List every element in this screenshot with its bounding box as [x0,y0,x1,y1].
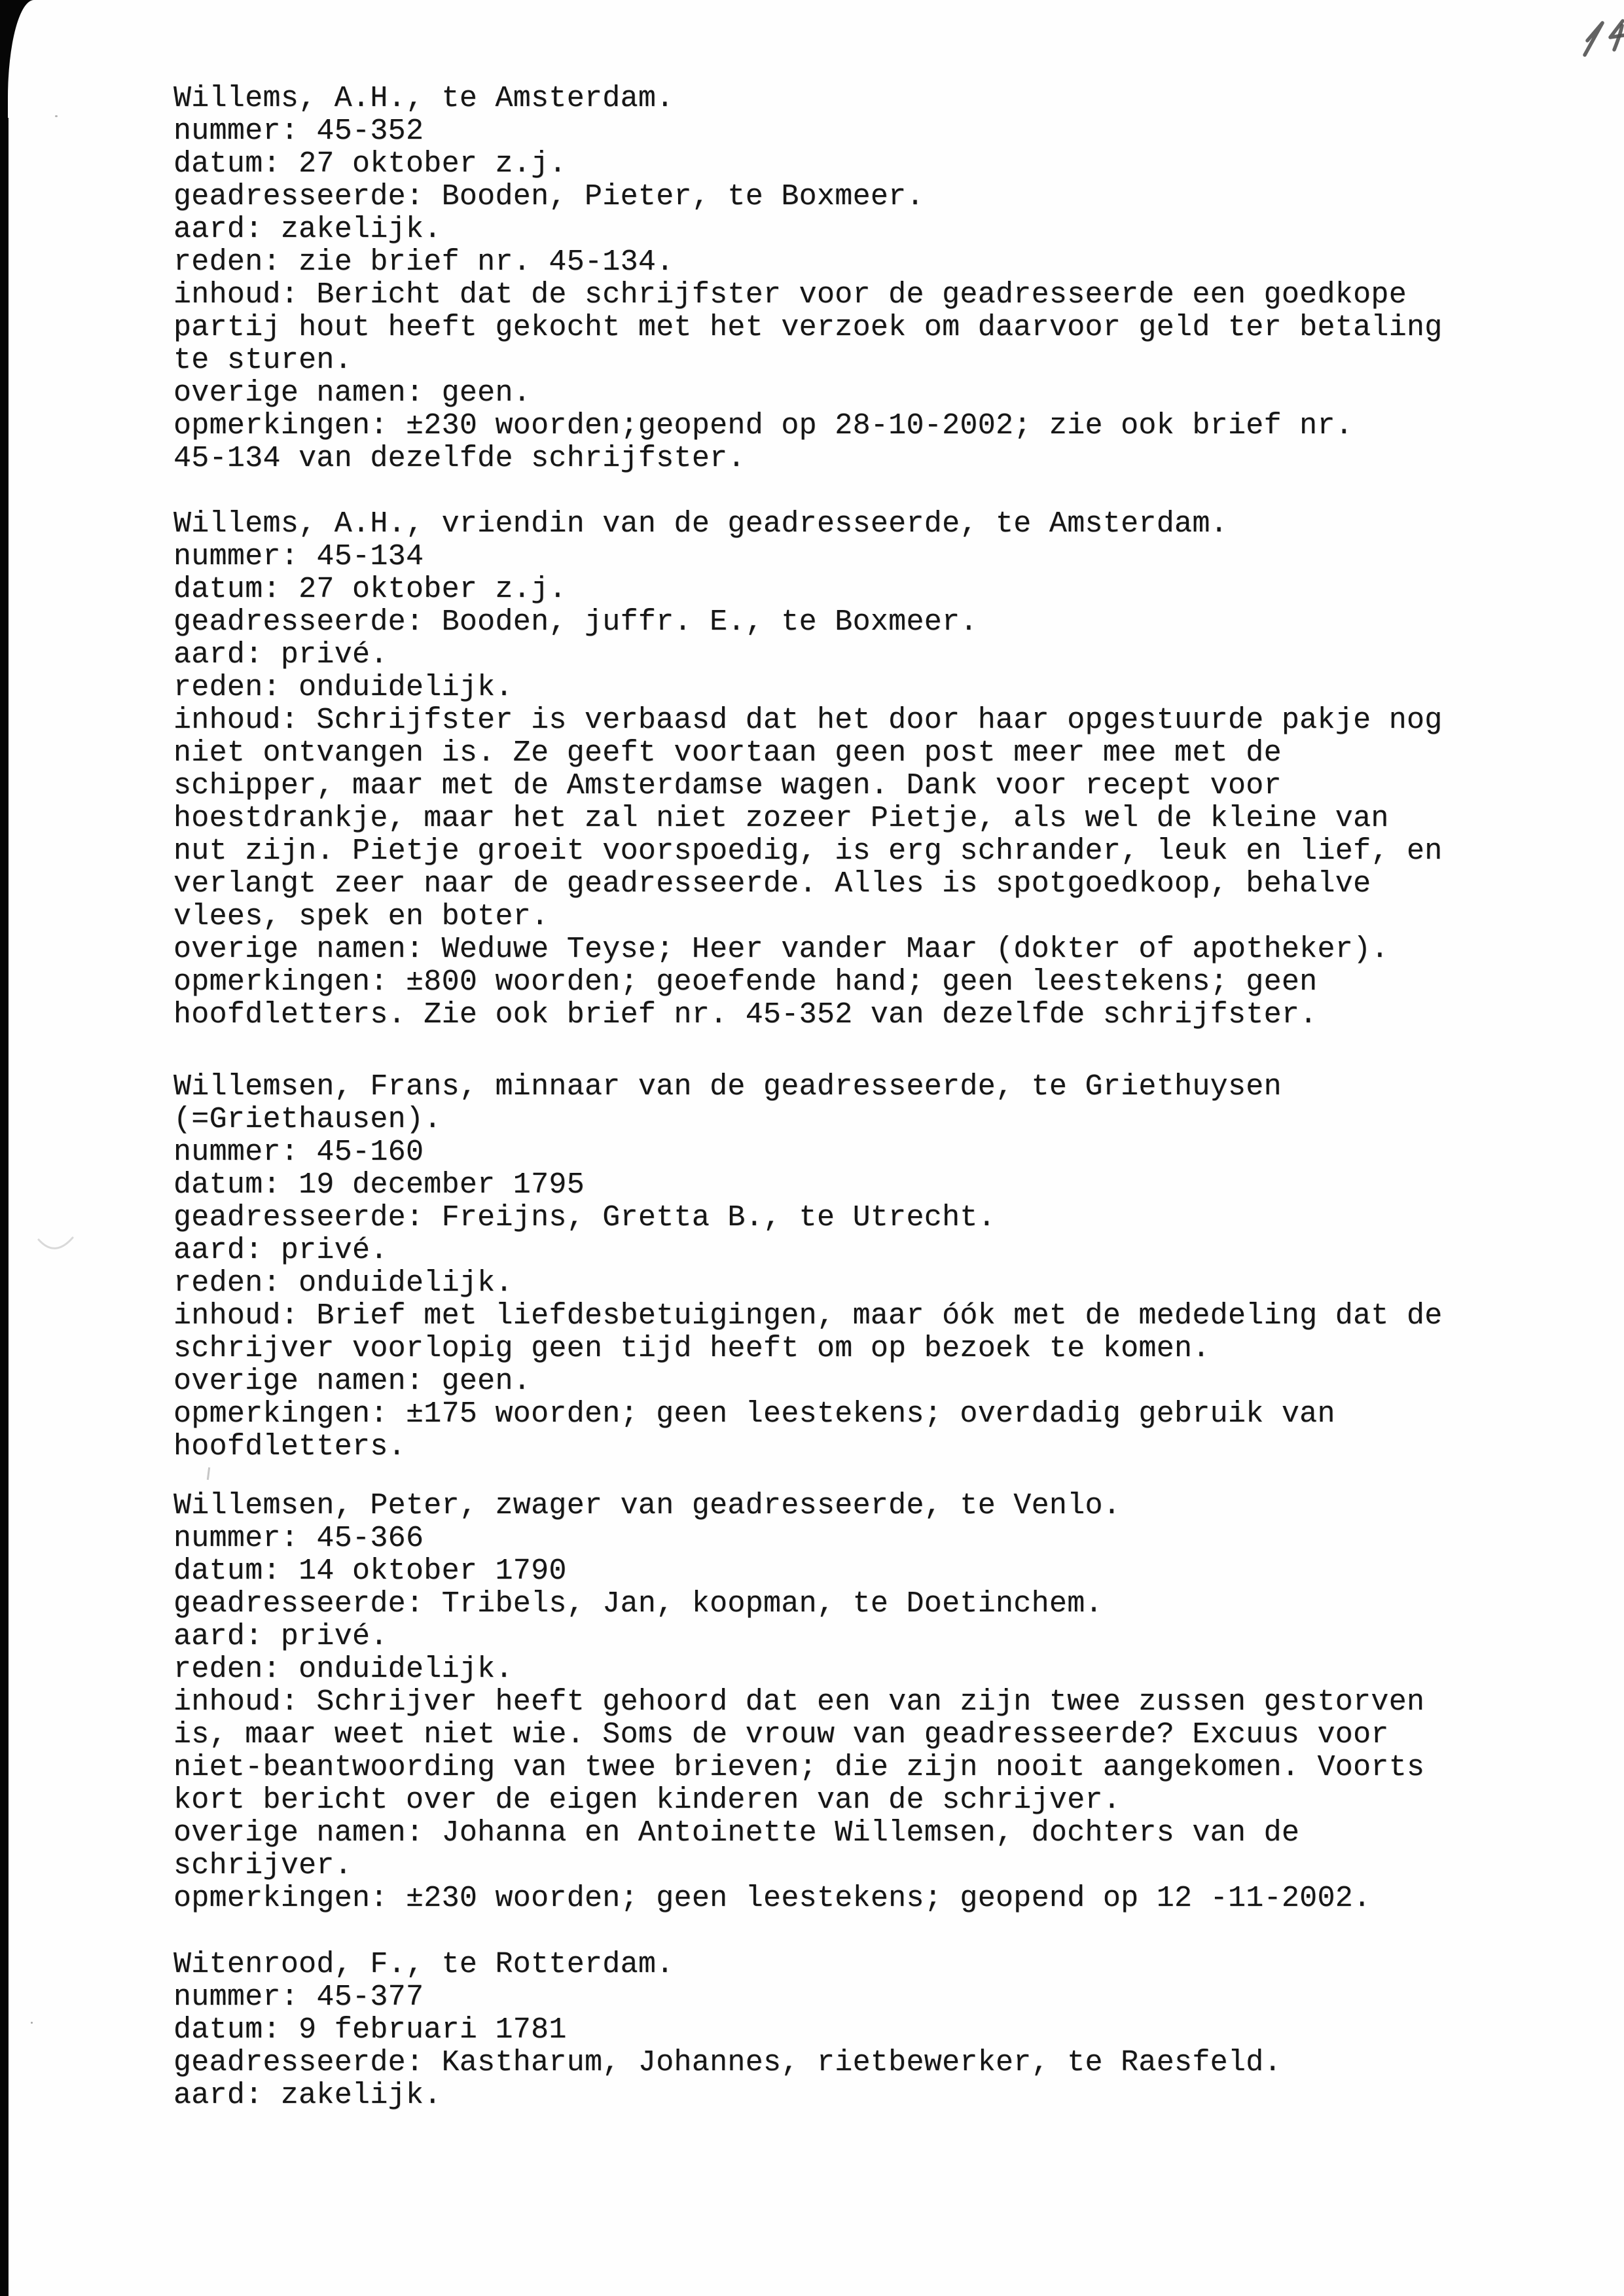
scan-edge-band [0,0,9,2296]
text-line: aard: zakelijk. [173,2079,442,2112]
text-line: aard: privé. [173,1620,388,1653]
text-line: niet-beantwoording van twee brieven; die zijn nooit aangekomen. Voorts [173,1751,1425,1784]
text-line: nummer: 45-377 [173,1981,424,2014]
text-line: 45-134 van dezelfde schrijfster. [173,442,746,475]
text-line: is, maar weet niet wie. Soms de vrouw van geadresseerde? Excuus voor [173,1718,1389,1751]
text-line: reden: onduidelijk. [173,1266,513,1300]
record-45-366 [173,1490,1515,1915]
text-line: geadresseerde: Kastharum, Johannes, rietbewerker, te Raesfeld. [173,2046,1282,2079]
text-line: aard: privé. [173,1234,388,1267]
text-line: nummer: 45-366 [173,1522,424,1555]
text-line: nummer: 45-160 [173,1136,424,1169]
text-line: datum: 9 februari 1781 [173,2013,567,2047]
text-line: datum: 19 december 1795 [173,1168,585,1202]
text-line: inhoud: Brief met liefdesbetuigingen, maar óók met de mededeling dat de [173,1299,1443,1333]
text-line: Willems, A.H., vriendin van de geadresseerde, te Amsterdam. [173,507,1228,541]
text-line: nut zijn. Pietje groeit voorspoedig, is erg schrander, leuk en lief, en [173,834,1443,868]
record-45-377 [173,1948,1515,2112]
record-45-160 [173,1071,1515,1463]
text-line: geadresseerde: Booden, Pieter, te Boxmeer. [173,180,924,213]
record-45-134 [173,508,1515,1031]
text-line: reden: zie brief nr. 45-134. [173,245,674,279]
text-line: kort bericht over de eigen kinderen van de schrijver. [173,1784,1121,1817]
digit-1-stroke [1585,23,1602,55]
text-line: geadresseerde: Tribels, Jan, koopman, te Doetinchem. [173,1587,1103,1621]
text-line: hoofdletters. [173,1430,406,1463]
scan-artifact-arc [37,1233,76,1261]
text-line: opmerkingen: ±800 woorden; geoefende hand; geen leestekens; geen [173,965,1318,999]
text-line: vlees, spek en boter. [173,900,549,933]
text-line: niet ontvangen is. Ze geeft voortaan geen post meer mee met de [173,736,1282,770]
text-line: overige namen: Weduwe Teyse; Heer vander Maar (dokter of apotheker). [173,933,1389,966]
text-line: inhoud: Bericht dat de schrijfster voor de geadresseerde een goedkope [173,278,1407,312]
text-line: geadresseerde: Freijns, Gretta B., te Utrecht. [173,1201,996,1234]
text-line: Willemsen, Frans, minnaar van de geadresseerde, te Griethuysen [173,1070,1282,1103]
scan-artifact-tick [207,1467,210,1480]
text-line: Willemsen, Peter, zwager van geadresseerde, te Venlo. [173,1489,1121,1522]
text-line: datum: 27 oktober z.j. [173,573,567,606]
text-line: opmerkingen: ±230 woorden;geopend op 28-10-2002; zie ook brief nr. [173,409,1354,442]
text-line: reden: onduidelijk. [173,671,513,704]
text-line: aard: privé. [173,638,388,672]
text-line: datum: 27 oktober z.j. [173,147,567,181]
text-line: aard: zakelijk. [173,213,442,246]
text-line: inhoud: Schrijver heeft gehoord dat een van zijn twee zussen gestorven [173,1685,1425,1719]
text-line: inhoud: Schrijfster is verbaasd dat het door haar opgestuurde pakje nog [173,704,1443,737]
text-line: schrijver. [173,1849,353,1882]
scan-artifact-speck [55,115,58,117]
text-line: opmerkingen: ±230 woorden; geen leestekens; geopend op 12 -11-2002. [173,1882,1371,1915]
text-line: overige namen: geen. [173,1365,532,1398]
text-line: hoestdrankje, maar het zal niet zozeer Pietje, als wel de kleine van [173,802,1389,835]
text-line: reden: onduidelijk. [173,1653,513,1686]
scan-artifact-speck [31,2022,33,2024]
text-line: verlangt zeer naar de geadresseerde. Alles is spotgoedkoop, behalve [173,867,1371,901]
text-line: partij hout heeft gekocht met het verzoek om daarvoor geld ter betaling [173,311,1443,344]
text-line: geadresseerde: Booden, juffr. E., te Boxmeer. [173,605,978,639]
text-line: overige namen: geen. [173,376,532,410]
text-line: schrijver voorlopig geen tijd heeft om op bezoek te komen. [173,1332,1210,1365]
handwritten-page-number [1570,12,1624,63]
text-line: datum: 14 oktober 1790 [173,1554,567,1588]
text-line: opmerkingen: ±175 woorden; geen leestekens; overdadig gebruik van [173,1397,1335,1431]
text-line: Willems, A.H., te Amsterdam. [173,82,674,115]
text-line: Witenrood, F., te Rotterdam. [173,1948,674,1981]
text-line: nummer: 45-352 [173,115,424,148]
record-45-352 [173,82,1515,475]
text-line: (=Griethausen). [173,1103,442,1136]
text-line: nummer: 45-134 [173,540,424,573]
text-line: hoofdletters. Zie ook brief nr. 45-352 van dezelfde schrijfster. [173,998,1318,1031]
text-line: te sturen. [173,344,353,377]
text-line: schipper, maar met de Amsterdamse wagen. Dank voor recept voor [173,769,1282,802]
text-line: overige namen: Johanna en Antoinette Willemsen, dochters van de [173,1816,1300,1850]
